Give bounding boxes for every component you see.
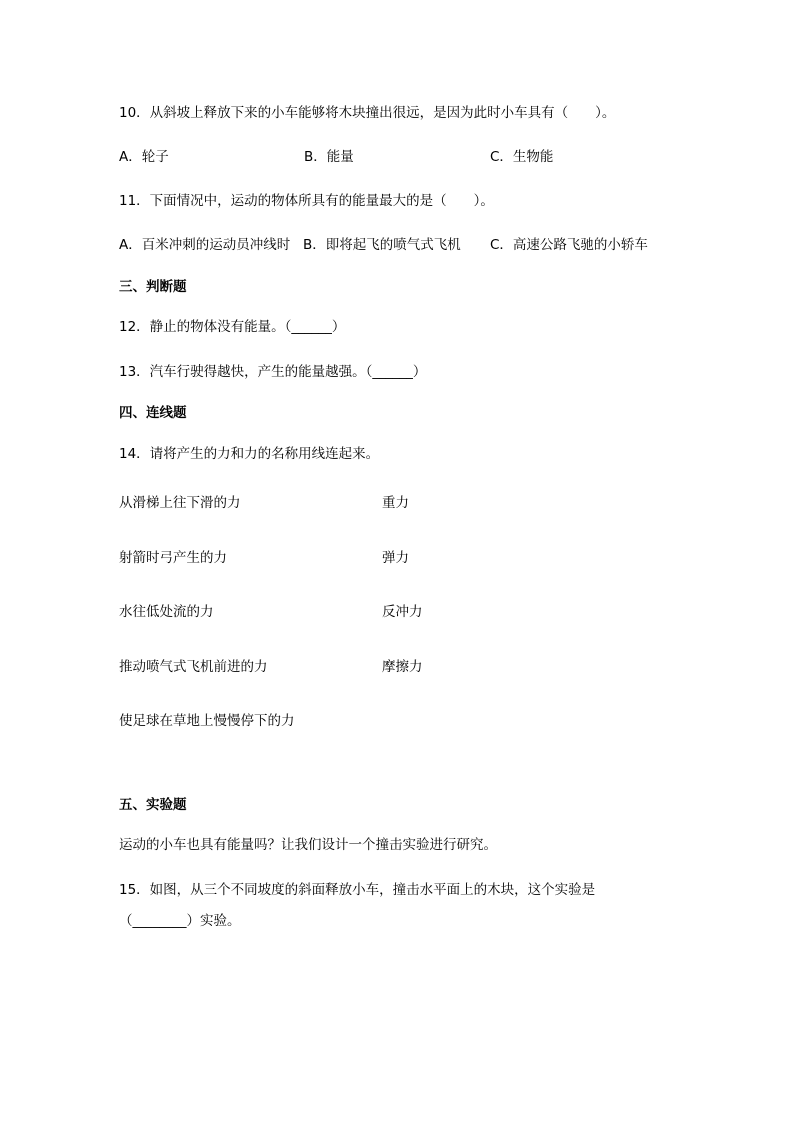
q14-left-item: 推动喷气式飞机前进的力 <box>119 659 268 675</box>
q11-option-b: B．即将起飞的喷气式飞机 <box>303 237 461 253</box>
q14-left-item: 从滑梯上往下滑的力 <box>119 495 241 511</box>
q14-stem: 14．请将产生的力和力的名称用线连起来。 <box>119 446 380 462</box>
section-4-title: 四、连线题 <box>119 405 187 421</box>
q14-left-item: 射箭时弓产生的力 <box>119 550 227 566</box>
section-5-intro: 运动的小车也具有能量吗？让我们设计一个撞击实验进行研究。 <box>119 837 497 853</box>
q11-option-c: C．高速公路飞驰的小轿车 <box>490 237 648 253</box>
q10-option-c: C．生物能 <box>490 149 554 165</box>
q14-left-item: 水往低处流的力 <box>119 604 214 620</box>
q11-stem: 11．下面情况中，运动的物体所具有的能量最大的是（ ）。 <box>119 193 494 209</box>
q14-right-item: 重力 <box>382 495 409 511</box>
q11-option-a: A．百米冲刺的运动员冲线时 <box>119 237 291 253</box>
question-12: 12．静止的物体没有能量。（______） <box>119 319 346 335</box>
q10-stem: 10．从斜坡上释放下来的小车能够将木块撞出很远，是因为此时小车具有（ ）。 <box>119 105 616 121</box>
q15-line-2: （________）实验。 <box>119 913 241 929</box>
q10-option-b: B．能量 <box>304 149 354 165</box>
q14-right-item: 摩擦力 <box>382 659 423 675</box>
question-13: 13．汽车行驶得越快，产生的能量越强。（______） <box>119 364 427 380</box>
q15-line-1: 15．如图，从三个不同坡度的斜面释放小车，撞击水平面上的木块，这个实验是 <box>119 882 596 898</box>
section-5-title: 五、实验题 <box>119 797 187 813</box>
section-3-title: 三、判断题 <box>119 279 187 295</box>
q14-left-item: 使足球在草地上慢慢停下的力 <box>119 713 295 729</box>
q10-option-a: A．轮子 <box>119 149 169 165</box>
q14-right-item: 反冲力 <box>382 604 423 620</box>
q14-right-item: 弹力 <box>382 550 409 566</box>
